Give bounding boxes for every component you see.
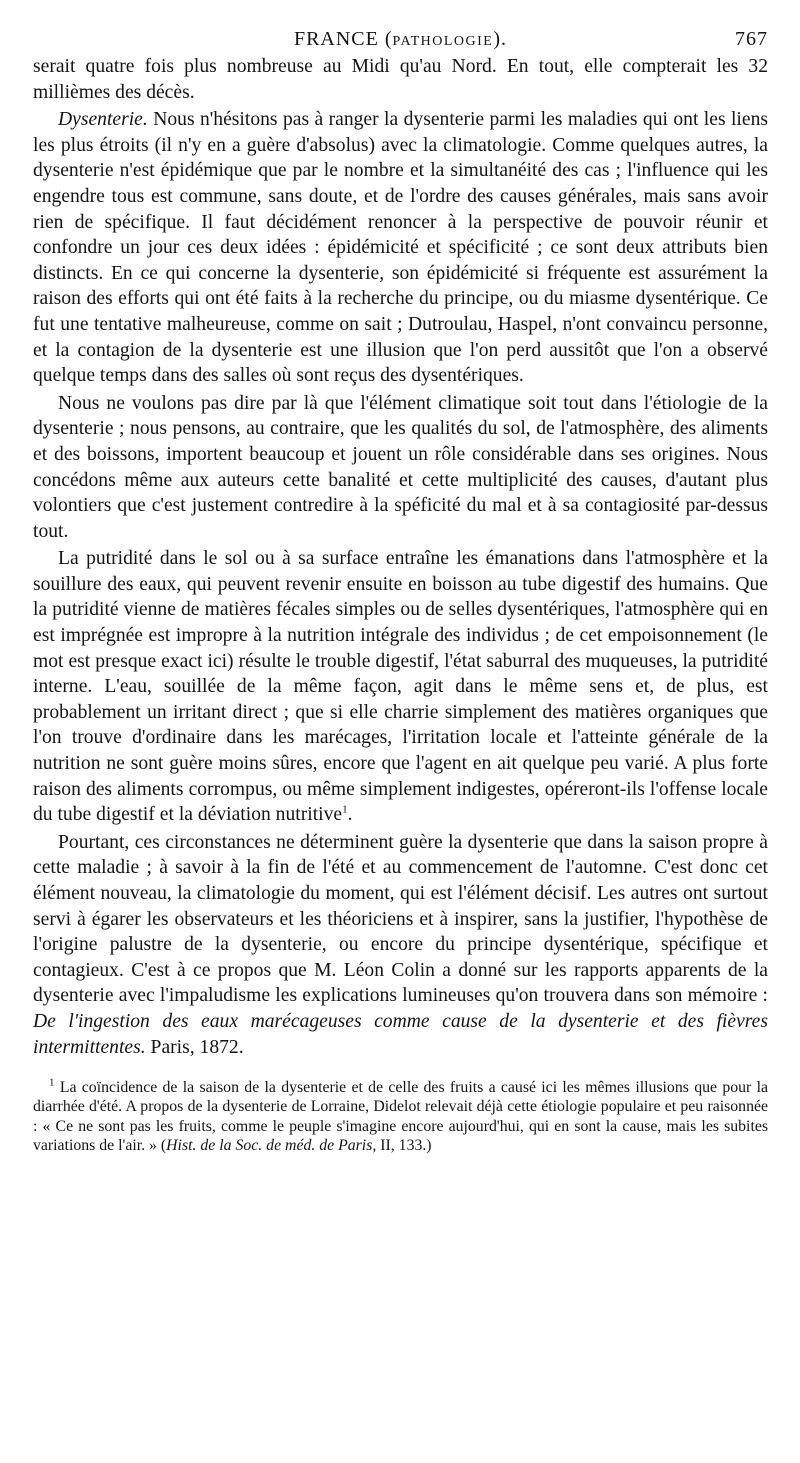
running-header — [33, 28, 768, 54]
footnote-1: $^1$ La coïncidence de la saison de la dysenterie et de celle des fruits a causé ici les mêmes illusions que pour la diarrhée d'été. A propos de la dysenterie de Lorraine, Didelot relevait déjà cette étiologie populaire et peu raisonnée : « Ce ne sont pas les fruits, comme le peuple s'imagine encore aujourd'hui, qui en sont la cause, mais les subites variations de l'air. » (Hist. de la Soc. de méd. de Paris, II, 133.) — [33, 1076, 768, 1154]
body-text — [33, 54, 768, 1060]
running-title: FRANCE (PATHOLOGIE). — [293, 28, 508, 50]
footnote-reference: 1 — [342, 803, 348, 816]
running-title-small-caps: PATHOLOGIE — [392, 34, 494, 49]
page-number: 767 — [735, 28, 768, 50]
section-label-dysenterie: Dysenterie. — [58, 109, 148, 131]
paragraph-1: serait quatre fois plus nombreuse au Midi qu'au Nord. En tout, elle compterait les 32 millièmes des décès. — [33, 56, 768, 103]
footnote-citation: Hist. de la Soc. de méd. de Paris, — [166, 1136, 377, 1154]
paragraph-4: La putridité dans le sol ou à sa surface entraîne les émanations dans l'atmosphère et la souillure des eaux, qui peuvent revenir ensuite en boisson au tube digestif des humains. Que la putridité vienne de matières fécales simples ou de selles dysentériques, l'atmosphère qui en est imprégnée est impropre à la nutrition intégrale des individus ; de cet empoisonnement (le mot est presque exact ici) résulte le trouble digestif, l'état saburral des muqueuses, la putridité interne. L'eau, souillée de la même façon, agit dans le même sens et, de plus, est probablement un irritant direct ; que si elle charrie simplement des matières organiques que l'on trouve d'ordinaire dans les marécages, l'irritation locale et l'atteinte générale de la nutrition ne sont guère moins sûres, encore que l'agent en ait quelque peu varié. A plus forte raison des aliments corrompus, ou même simplement indigestes, opéreront-ils l'offense locale du tube digestif et la déviation nutritive$^1$. — [33, 548, 768, 826]
paragraph-2: Dysenterie. Nous n'hésitons pas à ranger la dysenterie parmi les maladies qui ont les liens les plus étroits (il n'y en a guère d'absolus) avec la climatologie. Comme quelques autres, la dysenterie n'est épidémique que par le nombre et la simultanéité des cas ; l'influence qui les engendre tous est commune, sans doute, et de l'ordre des causes générales, mais sans avoir rien de spécifique. Il faut décidément renoncer à la perspective de pouvoir réunir et confondre un jour ces deux idées : épidémicité et spécificité ; ce sont deux attributs bien distincts. En ce qui concerne la dysenterie, son épidémicité si fréquente est assurément la raison des efforts qui ont été faits à la recherche du principe, ou du miasme dysentérique. Ce fut une tentative malheureuse, comme on sait ; Dutroulau, Haspel, n'ont convaincu personne, et la contagion de la dysenterie est une illusion que l'on perd aussitôt que l'on a observé quelque temps dans des salles où sont reçus des dysentériques. — [33, 109, 768, 387]
footnotes — [33, 1078, 768, 1155]
paragraph-3: Nous ne voulons pas dire par là que l'élément climatique soit tout dans l'étiologie de la dysenterie ; nous pensons, au contraire, que les qualités du sol, de l'atmosphère, des aliments et des boissons, importent beaucoup et jouent un rôle considérable dans ses origines. Nous concédons même aux auteurs cette banalité et cette multiplicité des causes, d'autant plus volontiers que c'est justement contredire à la spéficité du mal et à sa contagiosité par-dessus tout. — [33, 392, 768, 542]
document-page — [33, 28, 768, 1155]
cited-work-title: De l'ingestion des eaux marécageuses comme cause de la dysenterie et des fièvres intermittentes. — [33, 1010, 768, 1058]
footnote-marker: 1 — [49, 1076, 55, 1089]
paragraph-5: Pourtant, ces circonstances ne déterminent guère la dysenterie que dans la saison propre à cette maladie ; à savoir à la fin de l'été et au commencement de l'automne. C'est donc cet élément nouveau, la climatologie du moment, qui est l'élément décisif. Les autres ont surtout servi à égarer les observateurs et les théoriciens et à inspirer, sans la justifier, l'hypothèse de l'origine palustre de la dysenterie, ou encore du principe dysentérique, spécifique et contagieux. C'est à ce propos que M. Léon Colin a donné sur les rapports apparents de la dysenterie avec l'impaludisme les explications lumineuses qu'on trouvera dans son mémoire : De l'ingestion des eaux marécageuses comme cause de la dysenterie et des fièvres intermittentes. Paris, 1872. — [33, 831, 768, 1058]
